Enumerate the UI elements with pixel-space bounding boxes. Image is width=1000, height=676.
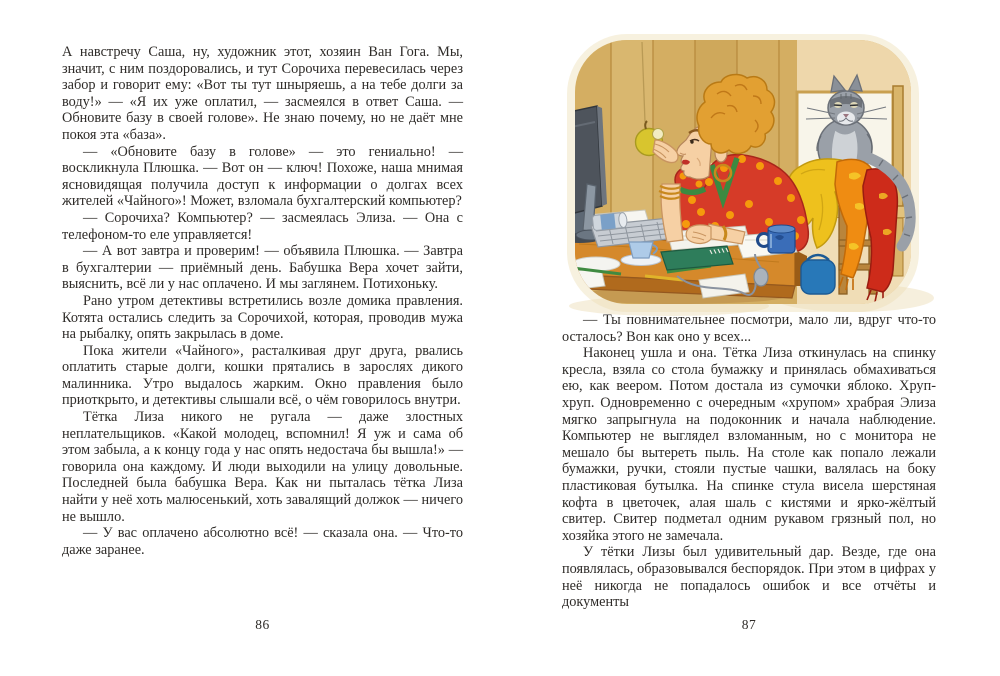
paragraph: Рано утром детективы встретились возле домика правления. Котята остались следить за Сорочихой, которая, проводив мужа на рыбалку, опять закрылась в доме. bbox=[62, 292, 463, 343]
paragraph: У тётки Лизы был удивительный дар. Везде, где она появлялась, образовывался беспорядок. При этом в цифрах у неё никогда не попадалось ошибок и все отчёты и документы bbox=[562, 544, 936, 611]
page-number-right: 87 bbox=[741, 617, 757, 632]
paragraph: Тётка Лиза никого не ругала — даже злостных неплательщиков. «Какой молодец, вспомнил! Я уж и сама об этом забыла, а к концу года у нас опять недостача бы вышла!» — говорила она каждому. И люди выходили на улицу довольные. Последней была бабушка Вера. Как ни пыталась тётка Лиза найти у неё хоть малюсенький, хоть завалящий должок — ничего не вышло. bbox=[62, 409, 463, 525]
blue-bag bbox=[801, 255, 835, 294]
paragraph: А навстречу Саша, ну, художник этот, хозяин Ван Гога. Мы, значит, с ним поздоровались, и тут Сорочиха перевесилась через забор и говорит ему: «Вот ты тут шныряешь, а на тебе долги за воду!» — «Я их уже оплатил, — засмеялся в ответ Саша. — Обновите базу в своей голове». Не знаю почему, но не даёт мне покоя эта «база». bbox=[62, 44, 463, 143]
illustration-svg bbox=[549, 34, 941, 320]
tin-can bbox=[592, 212, 627, 230]
paragraph: Пока жители «Чайного», расталкивая друг друга, рвались оплатить старые долги, кошки прятались в зарослях дикого малинника. Утро выдалось жарким. Окно правления было приоткрыто, и детективы слышали всё, о чём говорилось внутри. bbox=[62, 342, 463, 409]
paragraph: — У вас оплачено абсолютно всё! — сказала она. — Что-то даже заранее. bbox=[62, 525, 463, 558]
paragraph: — А вот завтра и проверим! — объявила Плюшка. — Завтра в бухгалтерии — приёмный день. Бабушка Вера хочет зайти, выяснить, всё ли у нас оплачено. И мы заглянем. Потихоньку. bbox=[62, 243, 463, 293]
paragraph: — Ты повнимательнее посмотри, мало ли, вдруг что-то осталось? Вон как оно у всех... bbox=[562, 312, 936, 345]
paragraph: — «Обновите базу в голове» — это гениально! — воскликнула Плюшка. — Вот он — ключ! Похоже, наша мнимая ясновидящая получила доступ к информации о долгах всех жителей «Чайного»! Может, взломала бухгалтерский компьютер? bbox=[62, 143, 463, 210]
illustration bbox=[549, 34, 941, 320]
paragraph: — Сорочиха? Компьютер? — засмеялась Элиза. — Она с телефоном-то еле управляется! bbox=[62, 209, 463, 243]
page-number-left: 86 bbox=[255, 617, 270, 632]
left-page-text bbox=[62, 44, 463, 558]
apple-bite bbox=[653, 129, 664, 140]
resting-hand bbox=[686, 225, 711, 244]
right-page-text bbox=[562, 312, 936, 611]
paragraph: Наконец ушла и она. Тётка Лиза откинулась на спинку кресла, взяла со стола бумажку и принялась обмахиваться ею, как веером. Потом достала из сумочки яблоко. Хруп-хруп. Одновременно с очередным «хрупом» храбрая Элиза мягко запрыгнула на подоконник и начала наблюдение. Компьютер не выглядел взломанным, но с монитора не мешало бы вытереть пыль. На столе как попало лежали бумажки, ручки, стояли пустые чашки, валялась на боку пластиковая бутылка. На спинке стула висела шерстяная кофта в цветочек, алая шаль с кистями и ярко-жёлтый свитер. Свитер подметал одним рукавом грязный пол, но хозяйка этого не замечала. bbox=[562, 345, 936, 544]
